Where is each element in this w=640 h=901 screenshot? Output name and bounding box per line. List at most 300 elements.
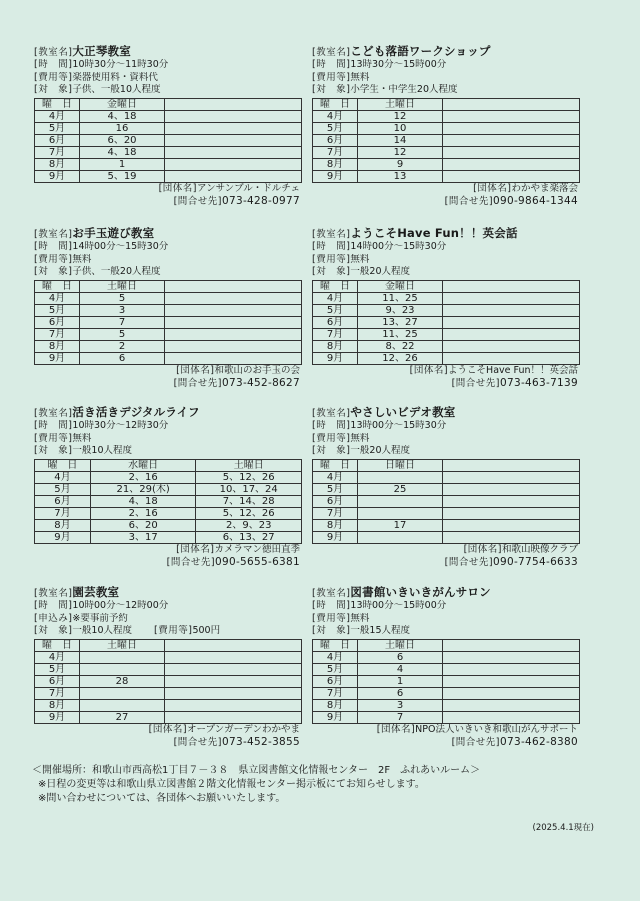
schedule-row	[313, 651, 580, 663]
group-row	[312, 724, 580, 737]
schedule-row	[313, 531, 580, 543]
apply-label: [申込み]	[34, 612, 73, 624]
class-title: 園芸教室	[72, 585, 120, 599]
target-value: 小学生・中学生20人程度	[350, 84, 458, 95]
date-cell: 3、17	[90, 531, 196, 543]
weekday-header: 土曜日	[358, 639, 443, 651]
target-value: 一般10人程度	[72, 445, 133, 456]
month-cell: 7月	[313, 328, 358, 340]
date-cell	[358, 495, 443, 507]
empty-cell	[165, 146, 302, 158]
weekday-header: 金曜日	[80, 98, 165, 110]
date-cell: 7	[80, 316, 165, 328]
empty-cell	[165, 122, 302, 134]
date-cell: 5、19	[80, 170, 165, 182]
schedule-row	[35, 292, 302, 304]
empty-header	[443, 98, 580, 110]
class-title-row	[312, 585, 580, 600]
empty-cell	[443, 471, 580, 483]
month-cell: 4月	[313, 651, 358, 663]
time-value: 13時00分～15時00分	[350, 600, 447, 611]
date-cell: 1	[358, 675, 443, 687]
group-row	[312, 183, 580, 196]
class-name-label: [教室名]	[312, 229, 351, 240]
empty-cell	[165, 352, 302, 364]
month-cell: 9月	[313, 170, 358, 182]
time-value: 10時30分～11時30分	[72, 59, 169, 70]
month-cell: 9月	[313, 711, 358, 723]
schedule-row	[313, 471, 580, 483]
class-card	[312, 405, 580, 570]
schedule-row	[35, 146, 302, 158]
target-row	[34, 84, 302, 97]
class-title-row	[34, 44, 302, 59]
fee-inline	[154, 625, 220, 636]
fee-label: [費用等]	[312, 612, 351, 624]
time-row	[34, 241, 302, 254]
class-title: こども落語ワークショップ	[350, 44, 491, 58]
schedule-table	[34, 98, 302, 183]
month-cell: 8月	[313, 340, 358, 352]
date-cell: 2、16	[90, 471, 196, 483]
group-name: 和歌山のお手玉の会	[214, 364, 300, 376]
time-row	[34, 420, 302, 433]
schedule-row	[35, 328, 302, 340]
schedule-row	[313, 507, 580, 519]
time-row	[34, 600, 302, 613]
fee-label: [費用等]	[312, 253, 351, 265]
target-row	[34, 266, 302, 279]
schedule-row	[313, 699, 580, 711]
date-cell: 6	[80, 352, 165, 364]
time-row	[312, 420, 580, 433]
date-cell: 1	[80, 158, 165, 170]
empty-cell	[443, 110, 580, 122]
empty-cell	[165, 675, 302, 687]
group-name: ようこそHave Fun！！英会話	[448, 364, 578, 376]
schedule-row	[313, 483, 580, 495]
date-cell: 3	[358, 699, 443, 711]
empty-cell	[443, 352, 580, 364]
schedule-row	[35, 699, 302, 711]
date-cell: 6	[358, 651, 443, 663]
contact-phone: 090-7754-6633	[493, 556, 578, 568]
month-cell: 7月	[313, 687, 358, 699]
time-row	[312, 59, 580, 72]
schedule-row	[313, 292, 580, 304]
time-label: [時 間]	[34, 241, 73, 252]
group-row	[34, 544, 302, 557]
contact-label: [問合せ先]	[451, 378, 501, 389]
schedule-table	[312, 280, 580, 365]
contact-phone: 073-463-7139	[500, 377, 578, 389]
fee-value: 楽器使用料・資料代	[72, 71, 158, 83]
class-title-row	[312, 226, 580, 241]
empty-cell	[165, 663, 302, 675]
fee-value: 無料	[72, 253, 92, 265]
month-cell: 6月	[35, 675, 80, 687]
group-row	[34, 183, 302, 196]
schedule-row	[35, 340, 302, 352]
schedule-header-row	[313, 639, 580, 651]
schedule-row	[313, 146, 580, 158]
contact-label: [問合せ先]	[444, 196, 494, 207]
contact-phone: 090-9864-1344	[493, 195, 578, 207]
empty-cell	[443, 328, 580, 340]
contact-label: [問合せ先]	[451, 737, 501, 748]
date-cell	[358, 531, 443, 543]
time-label: [時 間]	[312, 420, 351, 431]
month-cell: 4月	[313, 292, 358, 304]
date-cell: 27	[80, 711, 165, 723]
weekday-header: 土曜日	[196, 459, 302, 471]
date-cell: 4、18	[80, 146, 165, 158]
month-cell: 6月	[35, 316, 80, 328]
month-cell: 4月	[35, 110, 80, 122]
empty-cell	[443, 170, 580, 182]
month-cell: 5月	[313, 483, 358, 495]
date-cell: 2、16	[90, 507, 196, 519]
schedule-header-row	[35, 459, 302, 471]
contact-row	[312, 556, 580, 570]
month-cell: 7月	[35, 687, 80, 699]
contact-phone: 073-452-8627	[222, 377, 300, 389]
fee-label: [費用等]	[312, 71, 351, 83]
contact-label: [問合せ先]	[173, 737, 223, 748]
schedule-row	[35, 507, 302, 519]
empty-cell	[165, 699, 302, 711]
empty-cell	[443, 651, 580, 663]
schedule-change-note: ※日程の変更等は和歌山県立図書館２階文化情報センター掲示板にてお知らせします。	[38, 779, 425, 790]
empty-cell	[165, 687, 302, 699]
dow-header: 曜 日	[35, 280, 80, 292]
time-label: [時 間]	[312, 241, 351, 252]
contact-row	[312, 736, 580, 750]
contact-phone: 073-452-3855	[222, 736, 300, 748]
schedule-row	[313, 158, 580, 170]
contact-phone: 073-462-8380	[500, 736, 578, 748]
month-cell: 8月	[35, 699, 80, 711]
group-name: わかやま楽落会	[511, 182, 578, 194]
empty-cell	[165, 170, 302, 182]
month-cell: 8月	[35, 158, 80, 170]
weekday-header: 日曜日	[358, 459, 443, 471]
apply-row	[34, 613, 302, 626]
date-cell: 16	[80, 122, 165, 134]
class-title-row	[34, 226, 302, 241]
schedule-row	[35, 675, 302, 687]
contact-row	[312, 377, 580, 391]
group-name: NPO法人いきいき和歌山がんサポート	[415, 723, 578, 735]
month-cell: 4月	[313, 110, 358, 122]
contact-label: [問合せ先]	[173, 196, 223, 207]
venue-note: ＜開催場所：和歌山市西高松1丁目７－３８ 県立図書館文化情報センター 2F ふれあいルーム＞	[32, 765, 481, 776]
empty-cell	[443, 122, 580, 134]
contact-row	[34, 377, 302, 391]
empty-cell	[443, 519, 580, 531]
date-cell: 12	[358, 110, 443, 122]
empty-header	[165, 280, 302, 292]
empty-cell	[165, 158, 302, 170]
fee-value: 500円	[192, 625, 221, 636]
schedule-row	[313, 134, 580, 146]
schedule-row	[35, 158, 302, 170]
schedule-row	[313, 663, 580, 675]
empty-cell	[165, 711, 302, 723]
schedule-row	[35, 316, 302, 328]
target-label: [対 象]	[312, 266, 351, 277]
dow-header: 曜 日	[313, 459, 358, 471]
class-name-label: [教室名]	[312, 47, 351, 58]
empty-cell	[443, 507, 580, 519]
month-cell: 9月	[35, 531, 91, 543]
date-cell: 21、29(木)	[90, 483, 196, 495]
weekday-header: 土曜日	[80, 280, 165, 292]
target-label: [対 象]	[34, 625, 73, 636]
time-label: [時 間]	[312, 600, 351, 611]
contact-label: [問合せ先]	[444, 557, 494, 568]
schedule-row	[313, 687, 580, 699]
schedule-row	[35, 471, 302, 483]
time-row	[312, 241, 580, 254]
month-cell: 8月	[313, 519, 358, 531]
fee-label: [費用等]	[154, 625, 193, 636]
target-label: [対 象]	[312, 625, 351, 636]
date-cell: 25	[358, 483, 443, 495]
contact-phone: 073-428-0977	[222, 195, 300, 207]
empty-cell	[165, 292, 302, 304]
group-row	[312, 365, 580, 378]
empty-cell	[443, 316, 580, 328]
date-cell	[80, 651, 165, 663]
date-cell: 28	[80, 675, 165, 687]
group-row	[34, 724, 302, 737]
schedule-row	[35, 122, 302, 134]
class-title-row	[312, 405, 580, 420]
empty-cell	[443, 292, 580, 304]
month-cell: 7月	[313, 146, 358, 158]
target-row	[312, 625, 580, 638]
class-card	[312, 585, 580, 750]
class-title-row	[34, 585, 302, 600]
contact-row	[34, 556, 302, 570]
empty-cell	[443, 340, 580, 352]
fee-row	[312, 433, 580, 446]
contact-row	[34, 195, 302, 209]
group-row	[34, 365, 302, 378]
schedule-row	[313, 304, 580, 316]
schedule-row	[35, 711, 302, 723]
contact-label: [問合せ先]	[173, 378, 223, 389]
class-name-label: [教室名]	[34, 408, 73, 419]
schedule-header-row	[35, 98, 302, 110]
target-value: 一般20人程度	[350, 266, 411, 277]
dow-header: 曜 日	[35, 98, 80, 110]
group-label: [団体名]	[148, 723, 188, 735]
schedule-row	[313, 495, 580, 507]
date-cell: 8、22	[358, 340, 443, 352]
fee-value: 無料	[350, 432, 370, 444]
target-row	[312, 266, 580, 279]
class-title: 図書館いきいきがんサロン	[350, 585, 491, 599]
empty-cell	[443, 531, 580, 543]
dow-header: 曜 日	[313, 280, 358, 292]
date-cell: 13	[358, 170, 443, 182]
class-title: ようこそHave Fun！！英会話	[350, 226, 518, 240]
date-cell: 2	[80, 340, 165, 352]
month-cell: 5月	[35, 122, 80, 134]
class-card	[312, 226, 580, 391]
empty-cell	[443, 687, 580, 699]
class-card	[34, 226, 302, 391]
fee-label: [費用等]	[34, 253, 73, 265]
date-cell: 6、20	[90, 519, 196, 531]
fee-label: [費用等]	[34, 71, 73, 83]
empty-header	[165, 639, 302, 651]
month-cell: 9月	[313, 531, 358, 543]
schedule-row	[35, 519, 302, 531]
schedule-table	[312, 459, 580, 544]
time-row	[312, 600, 580, 613]
date-cell	[80, 699, 165, 711]
time-label: [時 間]	[34, 420, 73, 431]
schedule-row	[313, 110, 580, 122]
group-row	[312, 544, 580, 557]
target-row	[312, 445, 580, 458]
empty-cell	[165, 316, 302, 328]
date-cell: 6、20	[80, 134, 165, 146]
schedule-row	[313, 352, 580, 364]
target-label: [対 象]	[34, 445, 73, 456]
class-title: お手玉遊び教室	[72, 226, 155, 240]
fee-value: 無料	[350, 71, 370, 83]
date-cell: 12、26	[358, 352, 443, 364]
date-cell: 12	[358, 146, 443, 158]
date-cell: 6、13、27	[196, 531, 302, 543]
time-value: 14時00分～15時30分	[72, 241, 169, 252]
schedule-header-row	[35, 280, 302, 292]
date-cell: 9	[358, 158, 443, 170]
month-cell: 6月	[35, 495, 91, 507]
group-name: アンサンブル・ドルチェ	[197, 182, 300, 194]
time-value: 14時00分～15時30分	[350, 241, 447, 252]
date-cell: 2、9、23	[196, 519, 302, 531]
empty-cell	[443, 675, 580, 687]
time-row	[34, 59, 302, 72]
schedule-row	[313, 316, 580, 328]
target-row	[34, 625, 302, 638]
month-cell: 9月	[35, 711, 80, 723]
date-cell: 13、27	[358, 316, 443, 328]
weekday-header: 水曜日	[90, 459, 196, 471]
schedule-table	[34, 459, 302, 544]
fee-label: [費用等]	[312, 432, 351, 444]
date-cell: 5、12、26	[196, 507, 302, 519]
fee-value: 無料	[350, 612, 370, 624]
empty-cell	[443, 146, 580, 158]
month-cell: 6月	[313, 134, 358, 146]
month-cell: 6月	[35, 134, 80, 146]
group-label: [団体名]	[463, 543, 502, 555]
date-cell: 6	[358, 687, 443, 699]
schedule-row	[35, 531, 302, 543]
month-cell: 7月	[35, 146, 80, 158]
date-cell: 9、23	[358, 304, 443, 316]
class-title: やさしいビデオ教室	[350, 405, 456, 419]
empty-cell	[443, 699, 580, 711]
class-card	[34, 585, 302, 750]
fee-row	[34, 433, 302, 446]
date-cell: 11、25	[358, 328, 443, 340]
contact-row	[312, 195, 580, 209]
class-card	[312, 44, 580, 209]
empty-cell	[443, 495, 580, 507]
class-title: 活き活きデジタルライフ	[72, 405, 200, 419]
date-cell: 3	[80, 304, 165, 316]
dow-header: 曜 日	[313, 98, 358, 110]
schedule-row	[313, 675, 580, 687]
empty-cell	[165, 328, 302, 340]
empty-cell	[165, 340, 302, 352]
schedule-row	[313, 328, 580, 340]
empty-header	[443, 280, 580, 292]
dow-header: 曜 日	[313, 639, 358, 651]
fee-row	[34, 254, 302, 267]
target-row	[34, 445, 302, 458]
schedule-row	[35, 110, 302, 122]
schedule-header-row	[35, 639, 302, 651]
schedule-table	[312, 639, 580, 724]
group-label: [団体名]	[409, 364, 449, 376]
group-label: [団体名]	[376, 723, 416, 735]
apply-value: ※要事前予約	[72, 612, 128, 624]
schedule-row	[35, 663, 302, 675]
class-card	[34, 405, 302, 570]
schedule-row	[313, 711, 580, 723]
fee-value: 無料	[72, 432, 92, 444]
date-cell	[358, 471, 443, 483]
month-cell: 5月	[35, 304, 80, 316]
target-value: 一般15人程度	[350, 625, 411, 636]
contact-phone: 090-5655-6381	[215, 556, 300, 568]
empty-cell	[443, 483, 580, 495]
month-cell: 7月	[35, 328, 80, 340]
empty-cell	[165, 304, 302, 316]
empty-header	[165, 98, 302, 110]
schedule-row	[35, 495, 302, 507]
empty-cell	[443, 711, 580, 723]
schedule-row	[35, 352, 302, 364]
class-name-label: [教室名]	[34, 588, 73, 599]
month-cell: 4月	[313, 471, 358, 483]
date-cell: 5	[80, 292, 165, 304]
inquiry-note: ※問い合わせについては、各団体へお願いいたします。	[38, 793, 286, 804]
as-of-date: (2025.4.1現在)	[532, 823, 594, 833]
group-label: [団体名]	[158, 182, 198, 194]
empty-cell	[443, 158, 580, 170]
date-cell: 10、17、24	[196, 483, 302, 495]
month-cell: 7月	[313, 507, 358, 519]
time-label: [時 間]	[312, 59, 351, 70]
month-cell: 5月	[35, 663, 80, 675]
time-value: 10時00分～12時00分	[72, 600, 169, 611]
group-label: [団体名]	[473, 182, 512, 194]
target-label: [対 象]	[312, 84, 351, 95]
class-name-label: [教室名]	[34, 229, 73, 240]
date-cell: 14	[358, 134, 443, 146]
month-cell: 9月	[35, 170, 80, 182]
date-cell: 4	[358, 663, 443, 675]
